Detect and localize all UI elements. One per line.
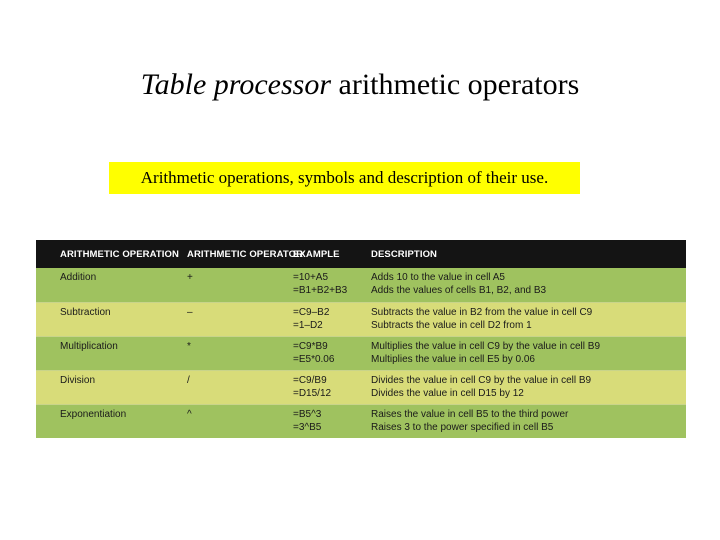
operation-cell: Exponentiation — [60, 408, 127, 420]
operation-cell: Subtraction — [36, 302, 163, 336]
operator-cell: – — [163, 302, 288, 336]
description-line: Subtracts the value in B2 from the value in cell C9 — [371, 306, 593, 318]
example-line: =C9*B9 — [293, 340, 328, 352]
description-cell — [366, 404, 686, 438]
example-line: =B1+B2+B3 — [293, 285, 348, 296]
table-row-multiplication — [36, 336, 686, 370]
example-cell — [288, 302, 366, 336]
example-line: =3^B5 — [293, 421, 322, 433]
description-line: Multiplies the value in cell E5 by 0.06 — [371, 353, 535, 365]
description-line: Raises the value in cell B5 to the third power — [371, 408, 569, 420]
arithmetic-operators-table — [36, 240, 686, 438]
slide-title-rest: arithmetic operators — [331, 68, 580, 101]
example-line: =E5*0.06 — [293, 353, 335, 365]
description-line: Divides the value in cell D15 by 12 — [371, 387, 524, 399]
description-line: Adds 10 to the value in cell A5 — [371, 272, 505, 283]
table-header-row — [36, 240, 686, 268]
example-cell — [288, 404, 366, 438]
slide-title-italic: Table processor — [140, 68, 332, 101]
table-caption: Arithmetic operations, symbols and description of their use. — [109, 162, 580, 194]
example-cell — [288, 370, 366, 404]
operator-cell: + — [163, 268, 288, 302]
description-line: Divides the value in cell C9 by the value in cell B9 — [371, 374, 592, 386]
operator-cell: * — [163, 336, 288, 370]
description-cell — [366, 268, 686, 302]
header-arithmetic-operator: ARITHMETIC OPERATOR — [187, 248, 304, 260]
header-description: DESCRIPTION — [371, 248, 438, 260]
description-cell — [366, 336, 686, 370]
description-line: Multiplies the value in cell C9 by the value in cell B9 — [371, 340, 601, 352]
table-row-exponentiation — [36, 404, 686, 438]
operation-cell: Addition — [36, 268, 163, 302]
example-line: =D15/12 — [293, 387, 332, 399]
description-line: Raises 3 to the power specified in cell B5 — [371, 421, 554, 433]
description-cell — [366, 302, 686, 336]
operation-cell: Division — [36, 370, 163, 404]
example-cell — [288, 336, 366, 370]
example-line: =1–D2 — [293, 319, 323, 331]
slide-title — [0, 68, 720, 102]
operation-cell: Multiplication — [36, 336, 163, 370]
example-line: =C9/B9 — [293, 374, 327, 386]
table-row-division — [36, 370, 686, 404]
description-line: Adds the values of cells B1, B2, and B3 — [371, 285, 547, 296]
description-cell — [366, 370, 686, 404]
example-line: =C9–B2 — [293, 306, 330, 318]
table-row-addition — [36, 268, 686, 302]
description-line: Subtracts the value in cell D2 from 1 — [371, 319, 532, 331]
example-cell — [288, 268, 366, 302]
example-line: =B5^3 — [293, 408, 322, 420]
header-arithmetic-operation: ARITHMETIC OPERATION — [60, 248, 179, 260]
operator-cell: / — [163, 370, 288, 404]
example-line: =10+A5 — [293, 272, 329, 283]
table-row-subtraction — [36, 302, 686, 336]
operator-cell: ^ — [187, 408, 192, 420]
header-example: EXAMPLE — [293, 248, 340, 260]
